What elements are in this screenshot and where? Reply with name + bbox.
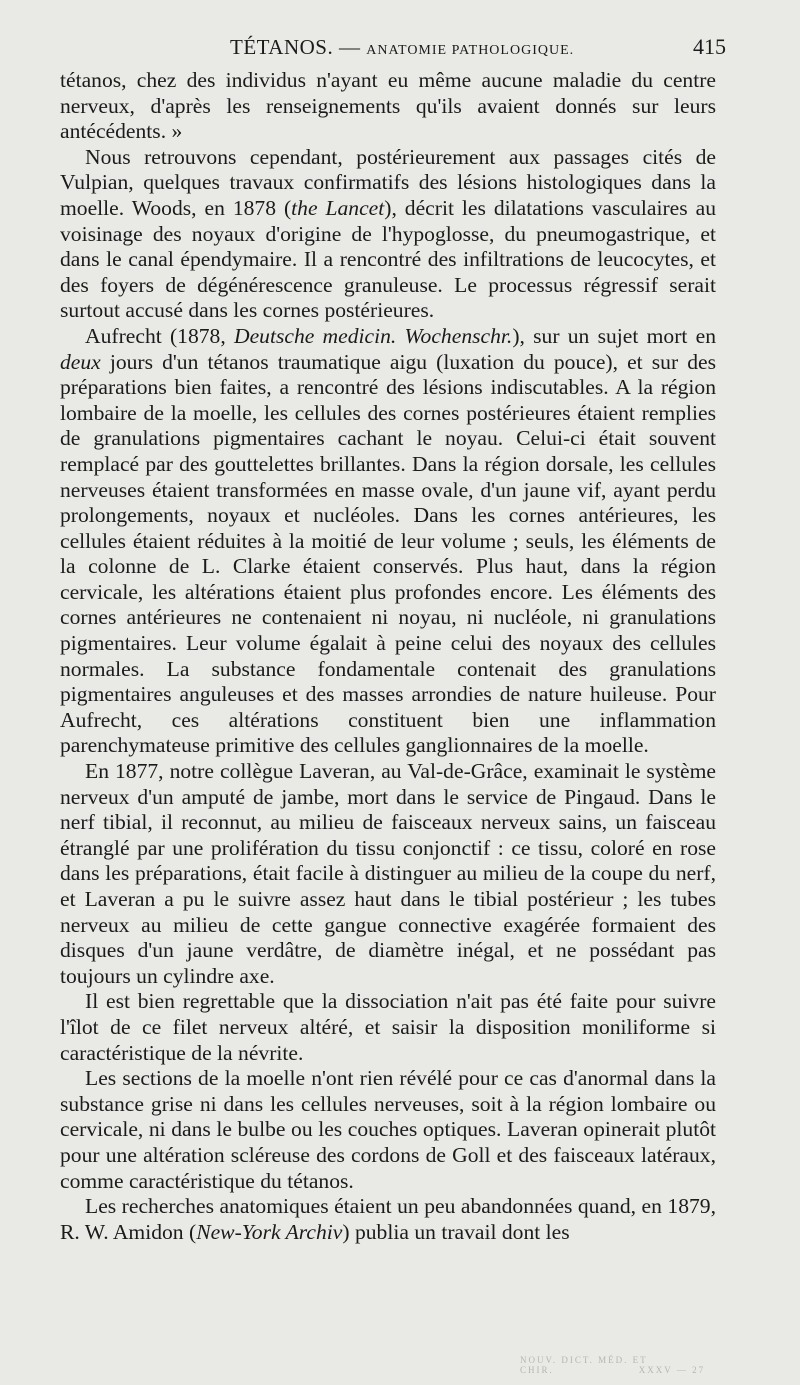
text-run: En 1877, notre collègue Laveran, au Val-de-Grâce, examinait le système nerveux d'un amputé de jambe, mort dans le service de Pingaud. Dans le nerf tibial, il reconnut, au milieu de faisceaux nerveux sains, un faisceau étranglé par une prolifération du tissu conjonctif : ce tissu, coloré en rose dans les préparations, était facile à distinguer au milieu de la coupe du nerf, et Laveran a pu le suivre assez haut dans le tibial postérieur ; les tubes nerveux au milieu de cette gangue connective exagérée formaient des disques d'un jaune verdâtre, de diamètre inégal, et ne possédant pas toujours un cylindre axe. [60,759,716,988]
paragraph [60,324,716,759]
page-number: 415 [693,34,726,59]
section-title: ANATOMIE PATHOLOGIQUE. [366,43,575,58]
text-run: ), sur un sujet mort en [512,323,717,348]
italic-run: New-York Archiv [196,1219,343,1244]
text-run: Les recherches anatomiques étaient un peu abandonnées quand, en 1879, R. W. Amidon ( [60,1194,716,1244]
paragraph [60,145,716,324]
text-run: tétanos, chez des individus n'ayant eu même aucune maladie du centre nerveux, d'après les renseignements qu'ils avaient donnés sur leurs antécédents. » [60,68,716,144]
text-run: Nous retrouvons cependant, postérieurement aux passages cités de Vulpian, quelques travaux confirmatifs des lésions histologiques dans la moelle. Woods, en 1878 ( [60,144,716,220]
text-run: Aufrecht (1878, [85,323,234,348]
running-title [230,32,574,66]
signature-journal: NOUV. DICT. MÉD. ET CHIR. [520,1355,648,1375]
signature-mark: XXXV — 27 [638,1365,706,1375]
italic-run: the Lancet [291,195,385,220]
chapter-title: TÉTANOS. [230,35,334,59]
text-run: ) publia un travail dont les [342,1219,570,1244]
paragraph [60,1194,716,1245]
paragraph [60,759,716,989]
paragraph [60,68,716,145]
text-run: jours d'un tétanos traumatique aigu (luxation du pouce), et sur des préparations bien faites, a rencontré des lésions indiscutables. A la région lombaire de la moelle, les cellules des cornes postérieures étaient remplies de granulations pigmentaires cachant le noyau. Celui-ci était souvent remplacé par des gouttelettes brillantes. Dans la région dorsale, les cellules nerveuses étaient transformées en masse ovale, d'un jaune vif, ayant perdu prolongements, noyaux et nucléoles. Dans les cornes antérieures, les cellules étaient réduites à la moitié de leur volume ; seuls, les éléments de la colonne de L. Clarke étaient conservés. Plus haut, dans la région cervicale, les altérations étaient plus profondes encore. Les éléments des cornes antérieures ne contenaient ni noyau, ni nucléole, ni granulations pigmentaires. Leur volume égalait à peine celui des noyaux des cellules normales. La substance fondamentale contenait des granulations pigmentaires anguleuses et des masses arrondies de nature huileuse. Pour Aufrecht, ces altérations constituent bien une inflammation parenchymateuse primitive des cellules ganglionnaires de la moelle. [60,349,716,758]
text-run: Il est bien regrettable que la dissociation n'ait pas été faite pour suivre l'îlot de ce filet nerveux altéré, et saisir la disposition moniliforme si caractéristique de la névrite. [60,989,716,1065]
italic-run: Deutsche medicin. Wochenschr. [233,323,513,348]
text-run: Les sections de la moelle n'ont rien révélé pour ce cas d'anormal dans la substance grise ni dans les cellules nerveuses, soit à la région lombaire ou cervicale, ni dans le bulbe ou les couches optiques. Laveran opinerait plutôt pour une altération scléreuse des cordons de Goll et des faisceaux latéraux, comme caractéristique du tétanos. [60,1066,716,1193]
printer-signature [520,1355,800,1375]
paragraph [60,1066,716,1194]
header-dash: — [338,35,361,59]
running-header [60,32,726,62]
body-text [60,68,716,1245]
italic-run: deux [60,349,101,374]
text-run: ), décrit les dilatations vasculaires au voisinage des noyaux d'origine de l'hypoglosse, du pneumogastrique, et dans le canal épendymaire. Il a rencontré des infiltrations de leucocytes, et des foyers de dégénérescence granuleuse. Le processus régressif serait surtout accusé dans les cornes postérieures. [60,195,716,323]
paragraph [60,989,716,1066]
